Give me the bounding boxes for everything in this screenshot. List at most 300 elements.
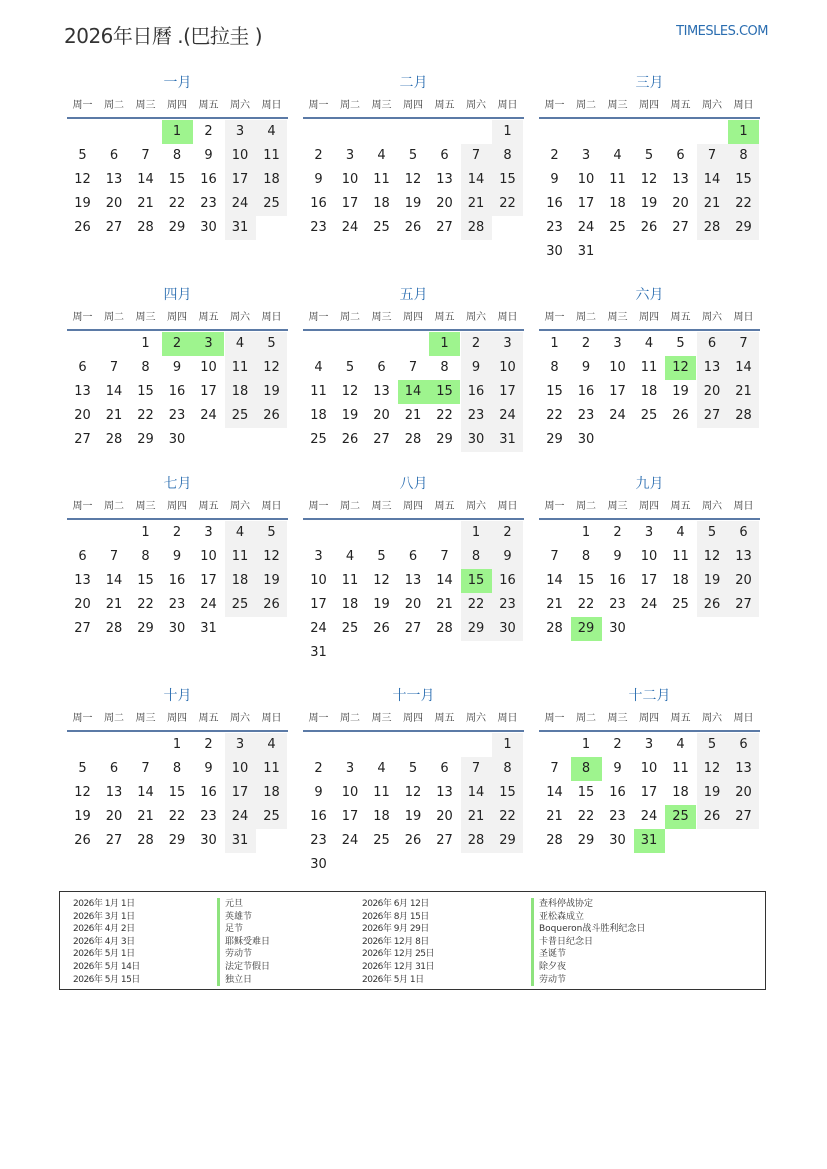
weekday-label: 周四	[167, 312, 187, 323]
holiday-name: 卡普日纪念日	[531, 936, 645, 949]
weekday-label: 周一	[72, 100, 93, 111]
day-cell: 5	[676, 336, 685, 351]
holiday-list	[59, 891, 766, 990]
day-cell: 30	[200, 833, 217, 848]
day-cell: 31	[492, 428, 523, 452]
day-cell: 27	[105, 220, 123, 235]
holiday-day-cell: 15	[429, 380, 460, 404]
day-cell: 1	[141, 336, 150, 351]
day-cell: 20	[672, 196, 689, 211]
day-cell: 1	[492, 120, 523, 144]
day-cell: 26	[341, 432, 359, 447]
day-cell: 7	[141, 761, 150, 776]
day-cell: 25	[609, 220, 626, 235]
day-cell: 9	[550, 172, 559, 187]
day-cell: 4	[256, 120, 287, 144]
day-cell: 5	[78, 761, 87, 776]
day-cell: 28	[105, 621, 123, 636]
day-cell: 27	[728, 805, 759, 829]
weekday-label: 周日	[497, 312, 518, 323]
holiday-day-cell: 15	[461, 569, 492, 593]
weekday-label: 周四	[167, 713, 187, 724]
site-brand[interactable]: TIMESLES.COM	[676, 24, 768, 39]
day-cell: 25	[373, 220, 390, 235]
day-cell: 24	[225, 805, 256, 829]
holiday-date: 2026年 4月 2日	[73, 924, 135, 935]
day-cell: 7	[461, 757, 492, 781]
day-cell: 20	[74, 408, 91, 423]
weekday-label: 周四	[403, 713, 423, 724]
day-cell: 3	[204, 525, 213, 540]
day-cell: 21	[105, 597, 123, 612]
month-divider	[67, 117, 288, 119]
day-cell: 22	[168, 809, 186, 824]
month-title: 二月	[399, 75, 428, 91]
holiday-name: 圣诞节	[531, 948, 645, 961]
day-cell: 28	[546, 621, 563, 636]
day-cell: 24	[609, 408, 626, 423]
day-cell: 10	[225, 757, 256, 781]
day-cell: 4	[314, 360, 323, 375]
day-cell: 14	[137, 172, 154, 187]
holiday-date: 2026年 9月 29日	[362, 924, 429, 935]
weekday-label: 周四	[167, 100, 187, 111]
day-cell: 20	[436, 809, 453, 824]
day-cell: 22	[492, 805, 523, 829]
day-cell: 12	[373, 573, 390, 588]
month-title: 五月	[399, 287, 428, 303]
day-cell: 18	[672, 573, 689, 588]
day-cell: 13	[728, 757, 759, 781]
weekday-label: 周六	[702, 312, 722, 323]
weekday-label: 周六	[702, 713, 722, 724]
day-cell: 6	[78, 549, 87, 564]
weekday-header	[67, 309, 288, 327]
day-cell: 8	[172, 761, 182, 776]
day-cell: 16	[546, 196, 563, 211]
day-cell: 20	[373, 408, 390, 423]
day-cell: 11	[225, 356, 256, 380]
day-cell: 3	[613, 336, 622, 351]
holiday-name: Boqueron战斗胜利纪念日	[531, 923, 645, 936]
day-cell: 18	[256, 781, 287, 805]
day-cell: 18	[225, 380, 256, 404]
weekday-label: 周一	[544, 501, 565, 512]
weekday-label: 周五	[434, 100, 455, 111]
holiday-name: 劳动节	[531, 974, 645, 987]
day-cell: 27	[404, 621, 422, 636]
day-cell: 16	[609, 573, 626, 588]
day-cell: 7	[550, 761, 559, 776]
day-cell: 18	[341, 597, 359, 612]
day-cell: 2	[492, 521, 523, 545]
day-cell: 14	[137, 785, 154, 800]
day-cell: 29	[492, 829, 523, 853]
holiday-name: 足节	[217, 923, 270, 936]
month-9	[539, 474, 760, 664]
month-divider	[539, 730, 760, 732]
day-cell: 17	[341, 196, 359, 211]
day-cell: 5	[408, 761, 418, 776]
day-cell: 26	[404, 220, 422, 235]
day-cell: 5	[345, 360, 355, 375]
day-cell: 15	[492, 781, 523, 805]
month-divider	[303, 518, 524, 520]
day-cell: 31	[200, 621, 217, 636]
day-cell: 1	[461, 521, 492, 545]
weekday-label: 周二	[576, 713, 596, 724]
day-cell: 23	[577, 408, 595, 423]
day-cell: 10	[640, 761, 658, 776]
day-cell: 8	[492, 144, 523, 168]
day-cell: 4	[256, 733, 287, 757]
day-cell: 10	[609, 360, 626, 375]
day-cell: 16	[310, 196, 327, 211]
day-cell: 29	[461, 617, 492, 641]
day-cell: 1	[172, 737, 182, 752]
day-cell: 20	[105, 196, 123, 211]
day-cell: 18	[373, 809, 390, 824]
weekday-header	[303, 710, 524, 728]
day-cell: 5	[697, 733, 728, 757]
day-cell: 10	[225, 144, 256, 168]
day-cell: 9	[204, 148, 213, 163]
day-cell: 2	[314, 148, 323, 163]
holiday-date: 2026年 5月 14日	[73, 961, 140, 972]
day-cell: 25	[341, 621, 359, 636]
weekday-header	[303, 97, 524, 115]
weekday-label: 周二	[104, 501, 124, 512]
day-cell: 28	[728, 404, 759, 428]
day-cell: 16	[200, 785, 217, 800]
day-cell: 25	[640, 408, 658, 423]
day-cell: 2	[613, 737, 622, 752]
day-cell: 3	[314, 549, 323, 564]
day-cell: 15	[137, 573, 154, 588]
day-cell: 30	[168, 621, 186, 636]
day-cell: 11	[341, 573, 359, 588]
day-cell: 5	[377, 549, 386, 564]
weekday-label: 周二	[104, 713, 124, 724]
day-cell: 26	[256, 404, 287, 428]
day-cell: 2	[550, 148, 559, 163]
day-cell: 27	[436, 833, 453, 848]
day-cell: 4	[377, 148, 386, 163]
day-cell: 26	[74, 220, 91, 235]
weekday-label: 周日	[733, 501, 754, 512]
day-cell: 4	[225, 332, 256, 356]
day-cell: 4	[613, 148, 622, 163]
day-cell: 20	[74, 597, 91, 612]
day-cell: 19	[404, 196, 422, 211]
day-cell: 27	[697, 404, 728, 428]
weekday-label: 周五	[198, 501, 219, 512]
day-cell: 21	[461, 192, 492, 216]
day-cell: 17	[200, 573, 217, 588]
day-cell: 28	[546, 833, 563, 848]
weekday-label: 周二	[340, 312, 360, 323]
day-cell: 9	[172, 549, 182, 564]
day-cell: 20	[404, 597, 422, 612]
weekday-label: 周日	[497, 100, 518, 111]
day-cell: 14	[728, 356, 759, 380]
day-cell: 6	[676, 148, 685, 163]
day-cell: 8	[581, 549, 591, 564]
day-cell: 14	[105, 384, 123, 399]
day-cell: 13	[672, 172, 689, 187]
holiday-day-cell: 2	[162, 332, 193, 356]
day-cell: 29	[168, 833, 186, 848]
day-cell: 13	[697, 356, 728, 380]
day-cell: 11	[672, 549, 689, 564]
day-cell: 10	[341, 172, 359, 187]
day-cell: 29	[728, 216, 759, 240]
day-cell: 12	[697, 545, 728, 569]
day-cell: 15	[577, 785, 595, 800]
weekday-label: 周五	[434, 501, 455, 512]
holiday-day-cell: 1	[429, 332, 460, 356]
holiday-day-cell: 1	[162, 120, 193, 144]
day-cell: 19	[404, 809, 422, 824]
day-cell: 31	[225, 216, 256, 240]
holiday-day-cell: 14	[398, 380, 429, 404]
day-cell: 23	[461, 404, 492, 428]
weekday-label: 周五	[434, 312, 455, 323]
month-2	[303, 73, 524, 263]
weekday-header	[303, 309, 524, 327]
holiday-name: 法定节假日	[217, 961, 270, 974]
day-cell: 7	[109, 360, 119, 375]
day-cell: 8	[440, 360, 449, 375]
day-cell: 19	[697, 781, 728, 805]
holiday-day-cell: 12	[665, 356, 696, 380]
day-cell: 19	[640, 196, 658, 211]
day-cell: 11	[256, 144, 287, 168]
day-cell: 4	[676, 737, 685, 752]
day-cell: 25	[373, 833, 390, 848]
holiday-name: 除夕夜	[531, 961, 645, 974]
day-cell: 28	[697, 216, 728, 240]
day-cell: 24	[341, 220, 359, 235]
day-cell: 30	[546, 244, 563, 259]
day-cell: 8	[141, 549, 150, 564]
weekday-label: 周四	[639, 713, 659, 724]
month-title: 四月	[163, 287, 192, 303]
day-cell: 4	[225, 521, 256, 545]
weekday-label: 周三	[607, 312, 628, 323]
day-cell: 1	[550, 336, 559, 351]
weekday-header	[539, 710, 760, 728]
day-cell: 30	[609, 833, 626, 848]
day-cell: 15	[492, 168, 523, 192]
day-cell: 4	[676, 525, 685, 540]
month-divider	[303, 730, 524, 732]
day-cell: 7	[109, 549, 119, 564]
weekday-label: 周二	[340, 100, 360, 111]
day-cell: 23	[609, 597, 626, 612]
weekday-label: 周一	[72, 501, 93, 512]
day-cell: 15	[168, 172, 186, 187]
day-cell: 25	[225, 404, 256, 428]
weekday-label: 周三	[135, 713, 156, 724]
day-cell: 6	[697, 332, 728, 356]
day-cell: 10	[577, 172, 595, 187]
day-cell: 24	[200, 408, 217, 423]
day-cell: 13	[373, 384, 390, 399]
day-cell: 27	[436, 220, 453, 235]
weekday-label: 周四	[403, 100, 423, 111]
weekday-label: 周二	[576, 501, 596, 512]
holiday-date: 2026年 8月 15日	[362, 911, 429, 922]
weekday-label: 周三	[371, 713, 392, 724]
weekday-label: 周六	[466, 501, 486, 512]
day-cell: 9	[314, 172, 323, 187]
day-cell: 26	[373, 621, 390, 636]
day-cell: 11	[225, 545, 256, 569]
day-cell: 22	[137, 597, 154, 612]
weekday-label: 周四	[167, 501, 187, 512]
weekday-label: 周一	[544, 312, 565, 323]
weekday-label: 周日	[497, 501, 518, 512]
day-cell: 19	[74, 196, 91, 211]
weekday-label: 周四	[639, 312, 659, 323]
day-cell: 8	[550, 360, 559, 375]
day-cell: 1	[581, 525, 591, 540]
day-cell: 7	[440, 549, 449, 564]
day-cell: 16	[609, 785, 626, 800]
day-cell: 5	[644, 148, 654, 163]
weekday-header	[539, 309, 760, 327]
weekday-label: 周日	[733, 312, 754, 323]
holiday-date: 2026年 6月 12日	[362, 899, 429, 909]
day-cell: 17	[225, 168, 256, 192]
day-cell: 4	[377, 761, 386, 776]
weekday-label: 周五	[670, 312, 691, 323]
month-10	[67, 686, 288, 876]
day-cell: 20	[436, 196, 453, 211]
day-cell: 11	[640, 360, 658, 375]
day-cell: 18	[609, 196, 626, 211]
day-cell: 23	[168, 408, 186, 423]
day-cell: 6	[440, 148, 449, 163]
day-cell: 16	[168, 384, 186, 399]
day-cell: 17	[200, 384, 217, 399]
day-cell: 28	[436, 621, 453, 636]
day-cell: 9	[613, 761, 622, 776]
weekday-label: 周二	[340, 501, 360, 512]
day-cell: 22	[546, 408, 563, 423]
day-cell: 24	[640, 597, 658, 612]
day-cell: 26	[404, 833, 422, 848]
day-cell: 7	[697, 144, 728, 168]
month-title: 十月	[163, 688, 192, 704]
day-cell: 18	[225, 569, 256, 593]
holiday-date: 2026年 12月 31日	[362, 961, 435, 972]
day-cell: 13	[74, 573, 91, 588]
day-cell: 19	[256, 380, 287, 404]
month-7	[67, 474, 288, 664]
day-cell: 21	[436, 597, 453, 612]
weekday-header	[303, 498, 524, 516]
weekday-label: 周六	[702, 100, 722, 111]
weekday-label: 周三	[371, 312, 392, 323]
day-cell: 2	[172, 525, 182, 540]
weekday-label: 周五	[670, 501, 691, 512]
day-cell: 21	[697, 192, 728, 216]
day-cell: 17	[492, 380, 523, 404]
holiday-name: 元旦	[217, 898, 270, 911]
weekday-label: 周三	[135, 501, 156, 512]
day-cell: 14	[461, 168, 492, 192]
month-3	[539, 73, 760, 263]
weekday-label: 周二	[104, 100, 124, 111]
day-cell: 25	[672, 597, 689, 612]
holiday-date: 2026年 3月 1日	[73, 911, 135, 922]
weekday-label: 周日	[733, 713, 754, 724]
day-cell: 26	[74, 833, 91, 848]
day-cell: 16	[577, 384, 595, 399]
day-cell: 2	[204, 124, 213, 139]
day-cell: 9	[461, 356, 492, 380]
weekday-label: 周五	[198, 312, 219, 323]
day-cell: 11	[672, 761, 689, 776]
day-cell: 18	[373, 196, 390, 211]
day-cell: 12	[74, 172, 91, 187]
month-1	[67, 73, 288, 263]
day-cell: 13	[74, 384, 91, 399]
day-cell: 9	[581, 360, 591, 375]
day-cell: 12	[404, 785, 422, 800]
holiday-name: 英雄节	[217, 911, 270, 924]
weekday-label: 周一	[544, 713, 565, 724]
day-cell: 21	[137, 809, 154, 824]
weekday-label: 周六	[230, 312, 250, 323]
day-cell: 17	[609, 384, 626, 399]
day-cell: 21	[404, 408, 422, 423]
day-cell: 3	[225, 120, 256, 144]
day-cell: 22	[168, 196, 186, 211]
day-cell: 16	[492, 569, 523, 593]
day-cell: 8	[461, 545, 492, 569]
day-cell: 13	[436, 785, 453, 800]
day-cell: 26	[672, 408, 689, 423]
day-cell: 13	[728, 545, 759, 569]
day-cell: 8	[492, 757, 523, 781]
holiday-date: 2026年 12月 8日	[362, 936, 429, 947]
holiday-dates-right	[362, 898, 434, 986]
day-cell: 30	[168, 432, 186, 447]
day-cell: 4	[644, 336, 654, 351]
weekday-label: 周六	[702, 501, 722, 512]
day-cell: 24	[577, 220, 595, 235]
day-cell: 19	[341, 408, 359, 423]
day-cell: 9	[204, 761, 213, 776]
day-cell: 11	[310, 384, 327, 399]
day-cell: 24	[640, 809, 658, 824]
day-cell: 15	[168, 785, 186, 800]
day-cell: 7	[461, 144, 492, 168]
day-cell: 23	[492, 593, 523, 617]
weekday-header	[67, 97, 288, 115]
holiday-day-cell: 8	[571, 757, 602, 781]
day-cell: 19	[672, 384, 689, 399]
weekday-header	[539, 498, 760, 516]
day-cell: 16	[461, 380, 492, 404]
weekday-label: 周六	[466, 713, 486, 724]
day-cell: 2	[204, 737, 213, 752]
day-cell: 17	[577, 196, 595, 211]
day-cell: 17	[640, 785, 658, 800]
